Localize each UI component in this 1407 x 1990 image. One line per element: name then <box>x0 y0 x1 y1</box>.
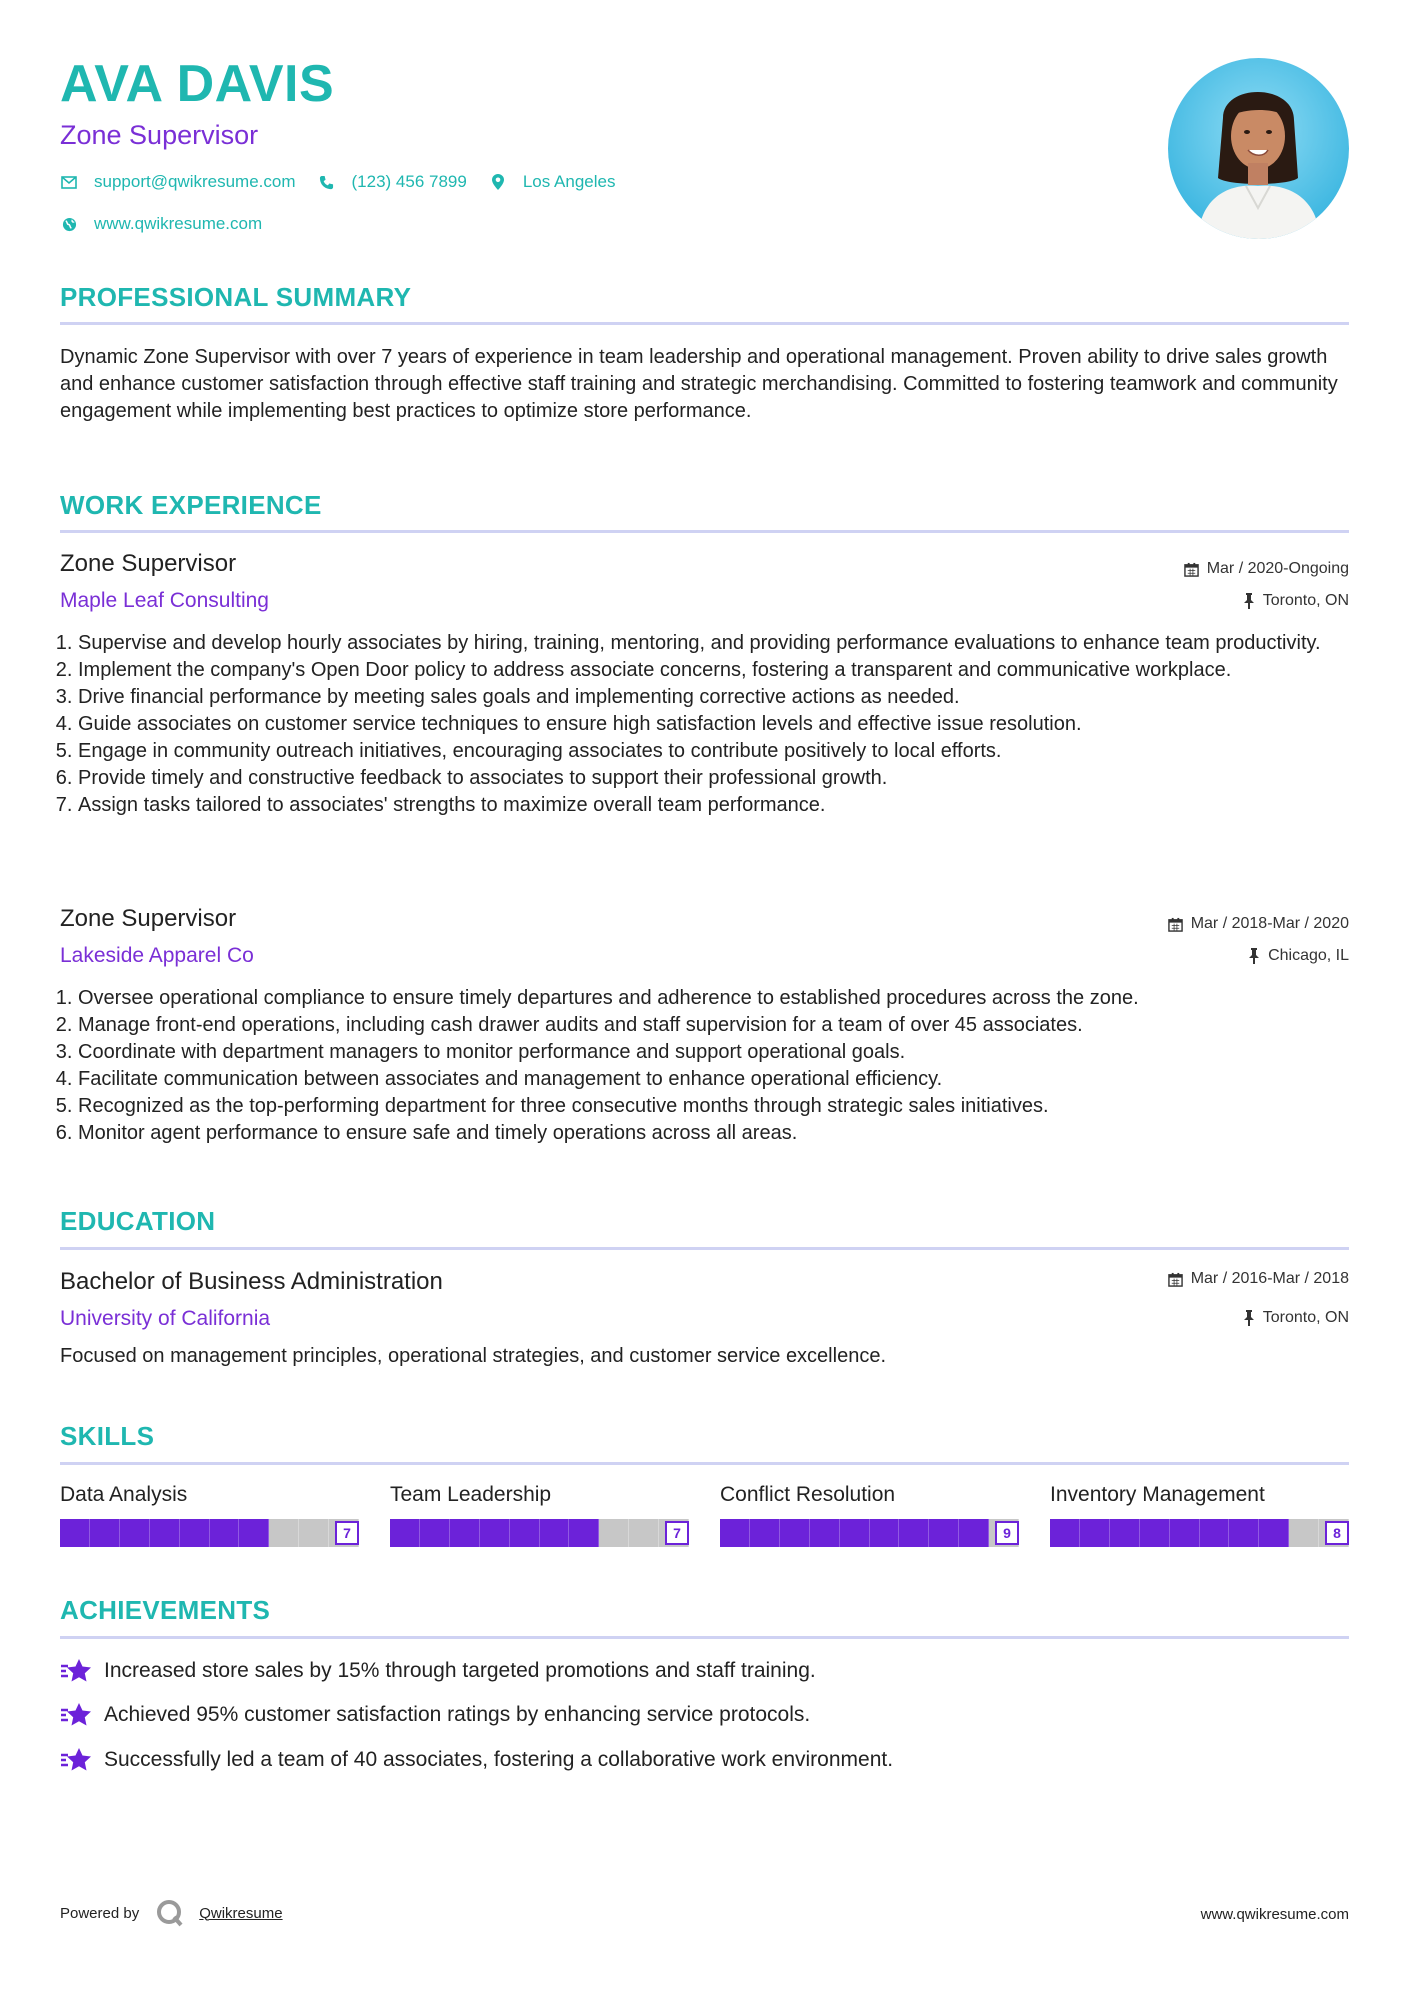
education-location-text: Toronto, ON <box>1262 1309 1349 1326</box>
list-item: 6. Monitor agent performance to ensure safe and timely operations across all areas. <box>78 1120 1349 1147</box>
map-pin-icon <box>489 173 507 191</box>
company-name: Maple Leaf Consulting <box>60 589 269 612</box>
section-title-experience: WORK EXPERIENCE <box>60 490 322 520</box>
calendar-icon <box>1168 1272 1183 1287</box>
section-divider <box>60 1247 1349 1250</box>
skill-item <box>60 1483 359 1547</box>
skill-bar-segment-empty <box>599 1519 629 1547</box>
skill-bar-segment-filled <box>1110 1519 1140 1547</box>
skill-name: Team Leadership <box>390 1483 552 1506</box>
list-item: 3. Drive financial performance by meeting sales goals and implementing corrective actions as needed. <box>78 684 1349 711</box>
qwikresume-link[interactable]: Qwikresume <box>199 1904 283 1922</box>
section-title-skills: SKILLS <box>60 1421 155 1451</box>
skill-bar-segment-filled <box>90 1519 120 1547</box>
skill-name: Conflict Resolution <box>720 1483 896 1506</box>
website-link[interactable]: www.qwikresume.com <box>94 214 263 233</box>
footer-branding <box>60 1898 283 1928</box>
skill-bar-segment-filled <box>390 1519 420 1547</box>
skill-bar <box>60 1519 359 1547</box>
job-location-text: Toronto, ON <box>1262 592 1349 609</box>
skill-level-badge: 9 <box>995 1521 1019 1545</box>
skill-bar-segment-filled <box>1080 1519 1110 1547</box>
skill-bar-segment-filled <box>510 1519 540 1547</box>
job-title: Zone Supervisor <box>60 905 237 932</box>
skill-level-badge: 7 <box>335 1521 359 1545</box>
section-divider <box>60 1462 1349 1465</box>
skill-bar-segment-filled <box>540 1519 570 1547</box>
education-description: Focused on management principles, operational strategies, and customer service excellence. <box>60 1345 886 1367</box>
summary-text: Dynamic Zone Supervisor with over 7 years of experience in team leadership and operational management. Proven ability to drive sales growth and enhance customer satisfaction through effective staff training and strategic merchandising. Committed to fostering teamwork and community engagement while implementing best practices to optimize store performance. <box>60 346 1338 422</box>
candidate-role: Zone Supervisor <box>60 120 259 150</box>
section-divider <box>60 530 1349 533</box>
skill-bar-segment-filled <box>1229 1519 1259 1547</box>
skill-bar <box>390 1519 689 1547</box>
skill-bar-segment-filled <box>1200 1519 1230 1547</box>
section-title-summary: PROFESSIONAL SUMMARY <box>60 282 412 312</box>
calendar-icon <box>1168 917 1183 932</box>
list-item: 4. Guide associates on customer service techniques to ensure high satisfaction levels and effective issue resolution. <box>78 711 1349 738</box>
list-item: 5. Recognized as the top-performing department for three consecutive months through strategic sales initiatives. <box>78 1093 1349 1120</box>
list-item: 7. Assign tasks tailored to associates' strengths to maximize overall team performance. <box>78 792 1349 819</box>
job-date <box>1184 560 1349 578</box>
section-title-education: EDUCATION <box>60 1206 216 1236</box>
globe-icon <box>60 215 78 233</box>
list-item: 2. Implement the company's Open Door policy to address associate concerns, fostering a transparent and communicative workplace. <box>78 657 1349 684</box>
envelope-icon <box>60 173 78 191</box>
phone-text[interactable]: (123) 456 7899 <box>351 172 467 191</box>
skill-bar-segment-filled <box>1259 1519 1289 1547</box>
list-item: 3. Coordinate with department managers to monitor performance and support operational goals. <box>78 1039 1349 1066</box>
skill-bar-segment-filled <box>929 1519 959 1547</box>
section-title-achievements: ACHIEVEMENTS <box>60 1595 271 1625</box>
qwikresume-logo-icon <box>155 1898 185 1928</box>
skill-bar-segment-empty <box>629 1519 659 1547</box>
achievement-item <box>60 1747 893 1773</box>
skill-bar-segment-filled <box>450 1519 480 1547</box>
skill-bar <box>1050 1519 1349 1547</box>
list-item: 2. Manage front-end operations, including cash drawer audits and staff supervision for a team of over 45 associates. <box>78 1012 1349 1039</box>
achievement-item <box>60 1702 810 1728</box>
skill-name: Inventory Management <box>1050 1483 1265 1506</box>
footer-url[interactable]: www.qwikresume.com <box>1200 1906 1349 1923</box>
skill-bar-segment-filled <box>959 1519 989 1547</box>
skill-name: Data Analysis <box>60 1483 188 1506</box>
contact-row-primary <box>60 172 637 192</box>
list-item: 4. Facilitate communication between associates and management to enhance operational efficiency. <box>78 1066 1349 1093</box>
skill-bar-segment-filled <box>750 1519 780 1547</box>
list-item: 6. Provide timely and constructive feedback to associates to support their professional growth. <box>78 765 1349 792</box>
skill-bar-segment-filled <box>1140 1519 1170 1547</box>
contact-row-secondary <box>60 214 284 234</box>
degree-name: Bachelor of Business Administration <box>60 1268 443 1295</box>
job-location <box>1248 947 1349 965</box>
skill-bar-segment-filled <box>60 1519 90 1547</box>
skill-bar-segment-filled <box>870 1519 900 1547</box>
skill-item <box>1050 1483 1349 1547</box>
pushpin-icon <box>1243 593 1255 609</box>
skill-bar <box>720 1519 1019 1547</box>
star-icon <box>60 1747 92 1773</box>
section-divider <box>60 1636 1349 1639</box>
skill-bar-segment-empty <box>299 1519 329 1547</box>
skill-level-badge: 8 <box>1325 1521 1349 1545</box>
job-location <box>1243 592 1349 610</box>
skill-bar-segment-filled <box>569 1519 599 1547</box>
achievement-text: Achieved 95% customer satisfaction ratings by enhancing service protocols. <box>104 1703 811 1726</box>
education-date-text: Mar / 2016-Mar / 2018 <box>1190 1270 1349 1287</box>
job-title: Zone Supervisor <box>60 550 237 577</box>
skill-bar-segment-filled <box>180 1519 210 1547</box>
skill-bar-segment-empty <box>269 1519 299 1547</box>
education-date <box>1168 1270 1349 1288</box>
company-name: Lakeside Apparel Co <box>60 944 254 967</box>
skill-bar-segment-filled <box>1050 1519 1080 1547</box>
job-date <box>1168 915 1349 933</box>
job-date-text: Mar / 2018-Mar / 2020 <box>1190 915 1349 932</box>
achievement-text: Increased store sales by 15% through targeted promotions and staff training. <box>104 1659 816 1682</box>
skill-bar-segment-filled <box>480 1519 510 1547</box>
skill-bar-segment-filled <box>840 1519 870 1547</box>
list-item: 5. Engage in community outreach initiatives, encouraging associates to contribute positively to local efforts. <box>78 738 1349 765</box>
list-item: 1. Oversee operational compliance to ensure timely departures and adherence to established procedures across the zone. <box>78 985 1349 1012</box>
job-responsibilities <box>60 630 1349 819</box>
skill-bar-segment-filled <box>120 1519 150 1547</box>
pushpin-icon <box>1248 948 1260 964</box>
skill-bar-segment-filled <box>899 1519 929 1547</box>
education-location <box>1243 1309 1349 1327</box>
skill-bar-segment-filled <box>210 1519 240 1547</box>
achievement-item <box>60 1658 816 1684</box>
skill-bar-segment-filled <box>720 1519 750 1547</box>
pushpin-icon <box>1243 1310 1255 1326</box>
skill-bar-segment-empty <box>1289 1519 1319 1547</box>
list-item: 1. Supervise and develop hourly associates by hiring, training, mentoring, and providing performance evaluations to enhance team productivity. <box>78 630 1349 657</box>
job-responsibilities <box>60 985 1349 1147</box>
skill-bar-segment-filled <box>1170 1519 1200 1547</box>
job-location-text: Chicago, IL <box>1268 947 1349 964</box>
star-icon <box>60 1702 92 1728</box>
skill-level-badge: 7 <box>665 1521 689 1545</box>
skill-item <box>390 1483 689 1547</box>
skill-bar-segment-filled <box>420 1519 450 1547</box>
location-text: Los Angeles <box>522 172 616 191</box>
skill-bar-segment-filled <box>810 1519 840 1547</box>
job-date-text: Mar / 2020-Ongoing <box>1206 560 1349 577</box>
calendar-icon <box>1184 562 1199 577</box>
skill-bar-segment-filled <box>780 1519 810 1547</box>
phone-icon <box>318 173 336 191</box>
school-name: University of California <box>60 1307 271 1330</box>
candidate-name: AVA DAVIS <box>60 55 335 113</box>
email-link[interactable]: support@qwikresume.com <box>94 172 296 191</box>
achievement-text: Successfully led a team of 40 associates, fostering a collaborative work environment. <box>104 1748 894 1771</box>
skill-bar-segment-filled <box>239 1519 269 1547</box>
star-icon <box>60 1658 92 1684</box>
powered-by-label: Powered by <box>60 1904 140 1922</box>
section-divider <box>60 322 1349 325</box>
skill-bar-segment-filled <box>150 1519 180 1547</box>
profile-photo <box>1168 58 1349 239</box>
skill-item <box>720 1483 1019 1547</box>
